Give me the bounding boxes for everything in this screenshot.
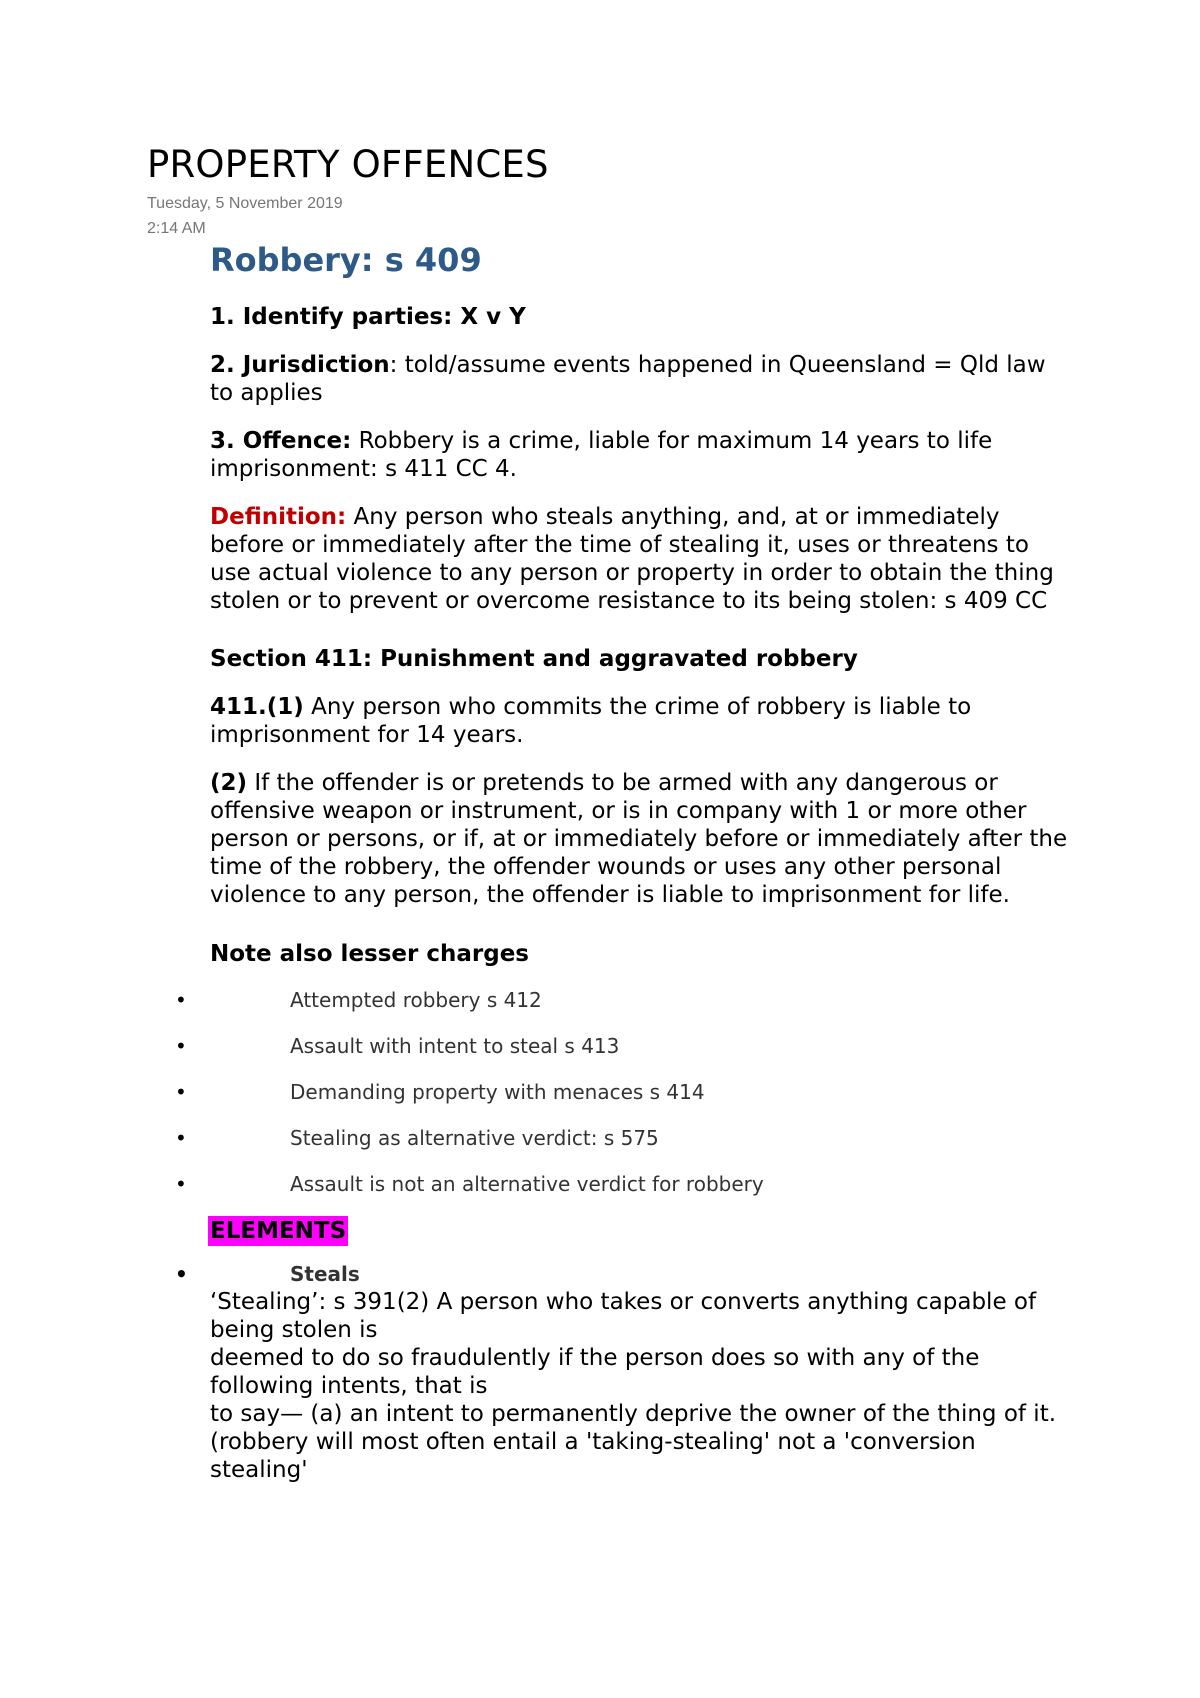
sub2-text: If the offender is or pretends to be armed with any dangerous or offensive weapon or instrument, or is in company with 1 or more other person or persons, or if, at or immediately before or immediately after the time of the robbery, the offender wounds or uses any other personal violence to any person, the offender is liable to imprisonment for life. — [210, 770, 1068, 908]
section-411-sub2 — [210, 769, 1070, 909]
stealing-definition-line: deemed to do so fraudulently if the person does so with any of the following intents, that is — [210, 1345, 980, 1399]
step-jurisdiction — [210, 351, 1070, 407]
note-content — [175, 240, 1070, 1484]
sub1-text: Any person who commits the crime of robbery is liable to imprisonment for 14 years. — [210, 694, 972, 748]
stealing-definition-line: to say— (a) an intent to permanently deprive the owner of the thing of it. (robbery will most often entail a 'taking-stealing' not a 'conversion stealing' — [210, 1401, 1057, 1483]
list-item-text: Assault is not an alternative verdict for robbery — [290, 1172, 764, 1196]
step-text: : told/assume events happened in Queensland = Qld law to applies — [210, 352, 1046, 406]
step-offence — [210, 427, 1070, 483]
definition-label: Definition: — [210, 504, 347, 530]
list-item — [175, 986, 1070, 1014]
bullet-icon: • — [175, 1034, 187, 1058]
definition-paragraph — [210, 503, 1070, 615]
step-identify-parties — [210, 303, 1070, 331]
definition-text: Any person who steals anything, and, at or immediately before or immediately after the time of stealing it, uses or threatens to use actual violence to any person or property in order to obtain the thing stolen or to prevent or overcome resistance to its being stolen: s 409 CC — [210, 504, 1054, 614]
list-item — [175, 1032, 1070, 1060]
list-item — [175, 1170, 1070, 1198]
elements-heading-wrap — [208, 1216, 1070, 1248]
section-411-sub1 — [210, 693, 1070, 749]
note-time: 2:14 AM — [147, 220, 206, 237]
list-item-text: Assault with intent to steal s 413 — [290, 1034, 620, 1058]
element-steals-label: Steals — [290, 1262, 360, 1286]
bullet-icon: • — [175, 1080, 187, 1104]
step-label: 2. Jurisdiction — [210, 352, 390, 378]
section-411-heading: Section 411: Punishment and aggravated robbery — [210, 646, 858, 672]
list-item — [175, 1078, 1070, 1106]
step-label: 3. Offence: — [210, 428, 352, 454]
list-item — [175, 1124, 1070, 1152]
robbery-heading: Robbery: s 409 — [210, 241, 482, 279]
step-label: 1. Identify parties: X v Y — [210, 304, 526, 330]
note-date: Tuesday, 5 November 2019 — [147, 195, 343, 212]
step-text: Robbery is a crime, liable for maximum 14 years to life imprisonment: s 411 CC 4. — [210, 428, 993, 482]
bullet-icon: • — [175, 988, 187, 1012]
stealing-definition-line: ‘Stealing’: s 391(2) A person who takes or converts anything capable of being stolen is — [210, 1289, 1037, 1343]
lesser-charges-list — [175, 986, 1070, 1198]
bullet-icon: • — [175, 1262, 188, 1286]
bullet-icon: • — [175, 1126, 187, 1150]
elements-heading: ELEMENTS — [210, 1218, 347, 1244]
list-item-text: Stealing as alternative verdict: s 575 — [290, 1126, 659, 1150]
sub2-label: (2) — [210, 770, 248, 796]
bullet-icon: • — [175, 1172, 187, 1196]
list-item-text: Demanding property with menaces s 414 — [290, 1080, 705, 1104]
page-title: PROPERTY OFFENCES — [147, 143, 549, 186]
sub1-label: 411.(1) — [210, 694, 304, 720]
lesser-charges-heading: Note also lesser charges — [210, 941, 529, 967]
list-item-text: Attempted robbery s 412 — [290, 988, 542, 1012]
element-steals — [175, 1260, 1070, 1288]
